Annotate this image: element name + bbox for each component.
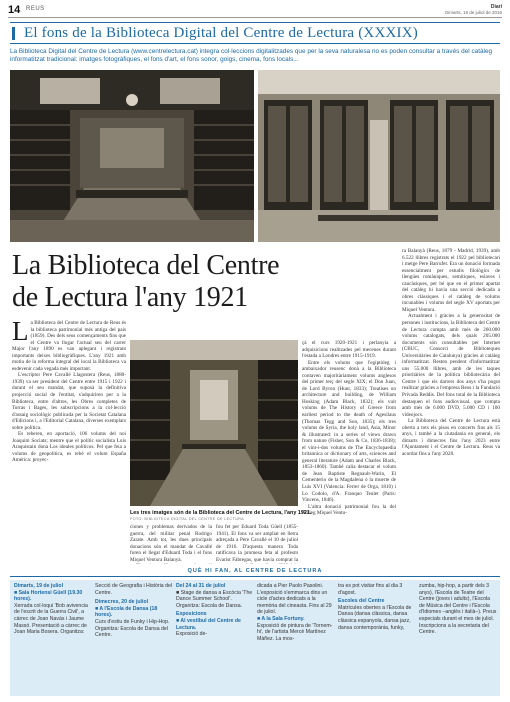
agenda-event: ■ A l'Escola de Dansa (18 hores). [95,605,158,619]
agenda-text: zumba, hip-hop, a partir dels 3 anys), l'Escola de Teatre del Centre (joves i adults), l'Escola de Música del Centre i l'Escola d'Idiomes –anglès i italià–). Preus especials durant el mes de juliol. Inscripcions a la secretaria del Centre. [419,583,497,636]
agenda-section: Exposicions [176,611,207,618]
caption-title: Les tres imatges són de la Biblioteca del Centre de Lectura, l'any 1921. [130,510,312,516]
agenda-text: Exposició de pintura de 'Tornem-hi', de l'artista Mercè Martínez Màñez. La mos- [257,622,333,642]
article-paragraph [130,563,212,564]
drop-cap: L [12,320,29,346]
article-paragraph: La Biblioteca del Centre de Lectura de Reus és la biblioteca patrimonial més antiga del país (1859). Des dels seus començaments fins que el Centre va llogar l'actual seu del carrer Major l'any 1890 es van aplegant i registrant importants deixes bibliogràfiques. L'any 1921 amb motiu de la reforma integral del local la Biblioteca va esdevenir cada vegada més important. [12,320,126,372]
agenda-text: ■ Stage de dansa a Escòcia 'The Dance Summer School'. Organitza: Escola de Dansa. [176,589,253,609]
agenda-column-1 [14,583,92,695]
article-paragraph: fou fet per Eduard Toda Güell (1855-1941). El fons va ser ampliat en lletra adreçada a Pere Cavallé el 10 de juliol de 1916. D'aquesta manera Toda ratificava la promesa feta al profesm Evarist Fàbregas, que havia comprat la [216,524,298,563]
intro-text: La Biblioteca Digital del Centre de Lectura (www.centrelectura.cat) integra col·leccions digitalitzades que per la seva naturalesa no es poden consultar a través del catàleg informatitzat tradicional: imatges fotogràfiques, el fons d'art, el fons sonor, goigs, cinema, fons locals... [10,48,493,64]
library-photo-2 [258,70,500,242]
library-photo-1 [10,70,254,242]
kicker-title: El fons de la Biblioteca Digital del Centre de Lectura (XXXIX) [24,25,418,41]
article-paragraph: Es reberen, en aportació, 106 volums del noi Joaquim Sociats; mentre que el polític socialista Luis Araquistain donà Los ideales políticos. Pel que feia a volums de geopolítica, es rebé el volum España América: proyec- [12,431,126,464]
agenda-column-6 [419,583,497,695]
agenda-text: tra es pot visitar fins al dia 3 d'agost. [338,583,403,596]
agenda-event: ■ Sala Hortensi Güell (19.30 hores). [14,589,83,603]
agenda-event: ■ Al vestíbul del Centre de Lectura. [176,617,241,631]
article-paragraph: Entre els volums que l'egiptòleg i ambaixador reusenc donà a la Biblioteca contaven majoritàriament volums anglesos del primer terç del segle XIX; el Don Juan, de Lord Byron (Hunt, 1833); Treatises on architecture and building, de William Hosking (Adam Black, 1832); els vuit volums de The History of Greece from earliest period to the death of Agesilaus (Thomas Tegg and Son, 1835); els tres volums de Syria, the holy land, Asia, Minor & illustrated: in a series of views drawn from nature (Fisher, Son & Co, 1836-1838); el vint-i-dos volums de The Encyclopaedia britannica or dictionary of arts, sciences and general literature (Adam and Charles Black, 1853-1860). També calia destacar el volum de Jean Baptiste Regnault-Warin, El Cementerio de la Magdalena ó la muerte de Luis XVI (Valencia: Ferrer de Orga, 1810) i Lo Codolo, d'A. Franquo Teulet (París: Vincens, 1846). [302,359,396,504]
kicker-bar [12,27,15,40]
agenda-column-3 [176,583,254,695]
agenda-event: ■ A la Sala Fortuny. [257,615,305,622]
agenda-box [10,580,500,696]
article-paragraph: çà el curs 1920-1921 i perlanyia a adquisicions realitzades pel mecenes durant l'estada a Londres entre 1915-1919. [302,340,396,360]
issue-date: Dimarts, 19 de juliol de 2016 [444,10,502,15]
article-paragraph: L'escriptor Pere Cavallé Llagostera (Reus, 1880-1939) va ser president del Centre entre 1915 i 1922 i durant el seu mandat, que suposà la definitiva projecció social de l'entitat, s'adquiriren per a la Biblioteca, entre d'altres, les Obres completes de Torras i Bages, les subscripcions a la col·lecció d'assaig sociològic publicada per la Societat Catalana d'Edicions i, a l'Editorial Catalana, diverses exemplars sobre política. [12,372,126,431]
article-paragraph: ra Balanyà (Reus, 1879 - Madrid, 1939), amb 6.522 llibres registrats el 1922 pel bibliotecari i metge Pere Barrufet. Era un donació formada essencialment per estudis filològics de llengües romàniques, semítiques, eslaves i caucàsiques, per bé que en el primer apartat del catàleg hi havia una secció dedicada a obres clàssiques i el catàleg de volums incunables i volums del segle XV aportats per Miquel Ventura. [402,248,500,313]
article-column-5 [402,248,500,564]
article-column-3 [216,524,298,564]
agenda-column-4 [257,583,335,695]
masthead [445,4,502,16]
agenda-column-5 [338,583,416,695]
agenda-date: Dimecres, 20 de juliol [95,599,149,606]
series-kicker [10,22,500,44]
agenda-text: Curs d'estiu de Funky i Hip-Hop. Organitza: Escola de Dansa del Centre. [95,618,170,639]
agenda-text: Xerrada col·loqui 'Bob avivencia de l'escrit de la Guerra Civil', a càrrec de Joan Navàs i Jaume Massó. Presentació a càrrec de Joan Maria Bosera. Organitza: [14,602,88,636]
agenda-text: Matrícules obertes a l'Escola de Dansa (dansa clàssica, dansa clàssica espanyola, dansa jazz, dansa contemporània, funky, [338,604,412,631]
agenda-text: Secció de Geografia i Història del Centre. [95,583,172,596]
photo-caption [130,510,330,522]
article-headline: La Biblioteca del Centre de Lectura l'any 1921 [12,250,280,313]
article-paragraph: Actualment i gràcies a la generositat de persones i institucions, la Biblioteca del Centre de Lectura compta amb més de 260.000 volums catalogats, dels quals 205.000 documents són consultables per Internet (CBUC, Consorci de Biblioteques Universitàries de Catalunya) gràcies al catàleg informatitzat. Resten pendent d'informatitzar uns 55.000 llibres, amb de les taques prioritàries de la política bibliotecària del Centre i que els darrers dos anys s'ha pogut realitzar gràcies a l'empresa Reus i la Fundació Privada Reddis. Del fons total de la Biblioteca destaquen el fons audiovisual, que compta amb més de 6.000 DVD, 5.000 CD i 100 vídeojocs. [402,313,500,418]
section-name: REUS [26,6,45,12]
agenda-date: Dimarts, 19 de juliol [14,583,64,589]
agenda-date: Del 24 al 31 de juliol [176,583,226,589]
agenda-column-2 [95,583,173,695]
article-column-1 [12,320,126,564]
page-number: 14 [8,4,21,16]
article-column-4 [302,340,396,564]
agenda-section: Escoles del Centre [338,598,385,605]
library-photo-3 [130,340,298,506]
agenda-text: Exposició de- [176,631,208,638]
article-column-2 [130,524,212,564]
article-paragraph: La Biblioteca del Centre de Lectura està oberta a tots els pisos en concerts fins als 15 anys, i també a la ciutadania en general, els dimarts i dimecres fins l'any 2023 entre l'Ajuntament i el Centre de Lectura. Reus va acordar fins a l'any 2028. [402,418,500,457]
article-paragraph: ciones y problemas derivados de la guerra, del militar penal Rodrigo Zarate. Amb tot, les dues principals donacions són el mandat de Cavallé foren el llegat d'Eduard Toda i el fons Miquel Ventura Balanyà. [130,524,212,563]
agenda-title: QUÈ HI FAN, AL CENTRE DE LECTURA [10,568,500,577]
article-paragraph: L'altra donació patrimonial fou la del filòleg Miquel Ventu- [302,503,396,517]
agenda-text: dicada a Pier Paolo Pasolini. L'exposició s'emmarca dins un cicle d'actes dedicats a la memòria del cineasta. Fins al 29 de juliol. [257,583,332,616]
newspaper-name: Diari [490,4,502,10]
page-header [8,4,502,18]
photo-credit: FOTO: BIBLIOTECA DIGITAL DEL CENTRE DE LECTURA [130,517,245,521]
